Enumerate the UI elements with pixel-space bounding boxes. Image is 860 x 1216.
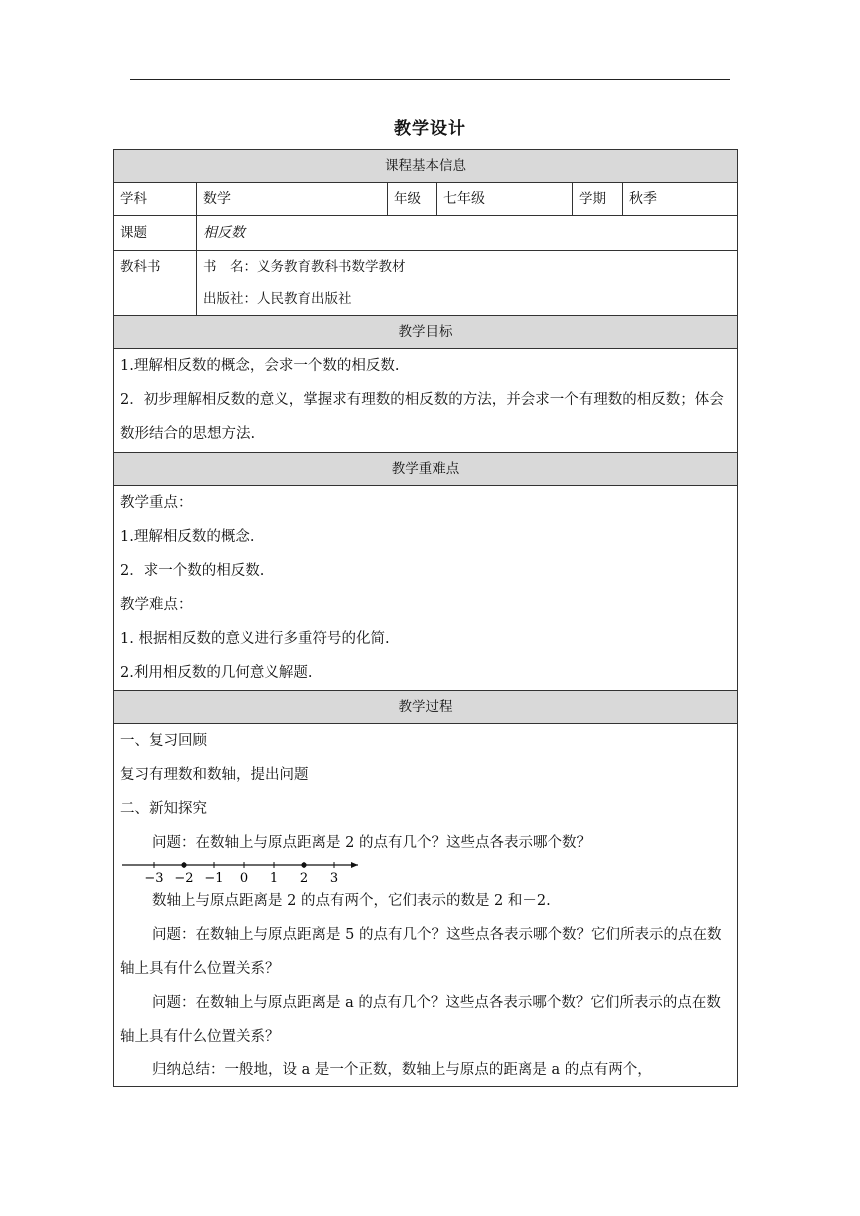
difficulty-item: 2.利用相反数的几何意义解题. [120, 665, 313, 681]
lesson-plan-table [113, 149, 738, 1087]
review-text: 复习有理数和数轴，提出问题 [120, 767, 309, 783]
focus-label: 教学重点： [120, 495, 193, 511]
subject-value: 数学 [197, 183, 388, 216]
answer-1: 数轴上与原点距离是 2 的点有两个，它们表示的数是 2 和－2. [152, 893, 551, 909]
number-line-point [181, 862, 186, 867]
objectives-content [114, 349, 738, 453]
textbook-label [114, 251, 197, 316]
number-line [120, 860, 380, 884]
term-value: 秋季 [623, 183, 738, 216]
difficulty-item: 1. 根据相反数的意义进行多重符号的化简. [120, 631, 390, 647]
grade-value: 七年级 [437, 183, 573, 216]
number-line-label: 2 [299, 871, 309, 884]
topic-value: 相反数 [197, 216, 738, 251]
term-label: 学期 [573, 183, 623, 216]
header-rule [130, 79, 730, 80]
textbook-info [197, 251, 738, 316]
review-title: 一、复习回顾 [120, 733, 207, 749]
number-line-label: 0 [239, 871, 249, 884]
subject-label: 学科 [114, 183, 197, 216]
section-header-basic-info: 课程基本信息 [114, 150, 738, 183]
number-line-label: −3 [144, 871, 164, 884]
objective-item: 1.理解相反数的概念，会求一个数的相反数. [120, 358, 400, 374]
objective-item: 2．初步理解相反数的意义，掌握求有理数的相反数的方法，并会求一个有理数的相反数；体会数形结合的思想方法. [120, 392, 724, 442]
number-line-label: 1 [269, 871, 279, 884]
textbook-publisher: 出版社：人民教育出版社 [203, 291, 352, 307]
document-title: 教学设计 [394, 119, 466, 139]
section-header-objectives: 教学目标 [114, 316, 738, 349]
section-header-key-points: 教学重难点 [114, 453, 738, 486]
grade-label: 年级 [388, 183, 437, 216]
focus-item: 1.理解相反数的概念. [120, 529, 255, 545]
textbook-label-text: 教科书 [120, 259, 161, 275]
difficulty-label: 教学难点： [120, 597, 193, 613]
number-line-arrow [351, 862, 358, 868]
question-3: 问题：在数轴上与原点距离是 a 的点有几个？这些点各表示哪个数？它们所表示的点在数轴上具有什么位置关系？ [120, 995, 721, 1045]
number-line-figure [120, 860, 731, 884]
textbook-name: 书 名：义务教育教科书数学教材 [203, 259, 406, 275]
process-content [114, 724, 738, 1087]
explore-title: 二、新知探究 [120, 801, 207, 817]
question-1: 问题：在数轴上与原点距离是 2 的点有几个？这些点各表示哪个数？ [152, 835, 591, 851]
section-header-process: 教学过程 [114, 691, 738, 724]
number-line-label: −2 [174, 871, 194, 884]
number-line-point [301, 862, 306, 867]
focus-item: 2．求一个数的相反数. [120, 563, 265, 579]
number-line-label: −1 [204, 871, 224, 884]
summary: 归纳总结：一般地，设 a 是一个正数，数轴上与原点的距离是 a 的点有两个， [152, 1062, 652, 1078]
key-points-content [114, 486, 738, 691]
topic-label: 课题 [114, 216, 197, 251]
number-line-label: 3 [329, 871, 339, 884]
question-2: 问题：在数轴上与原点距离是 5 的点有几个？这些点各表示哪个数？它们所表示的点在数轴上具有什么位置关系？ [120, 927, 722, 977]
